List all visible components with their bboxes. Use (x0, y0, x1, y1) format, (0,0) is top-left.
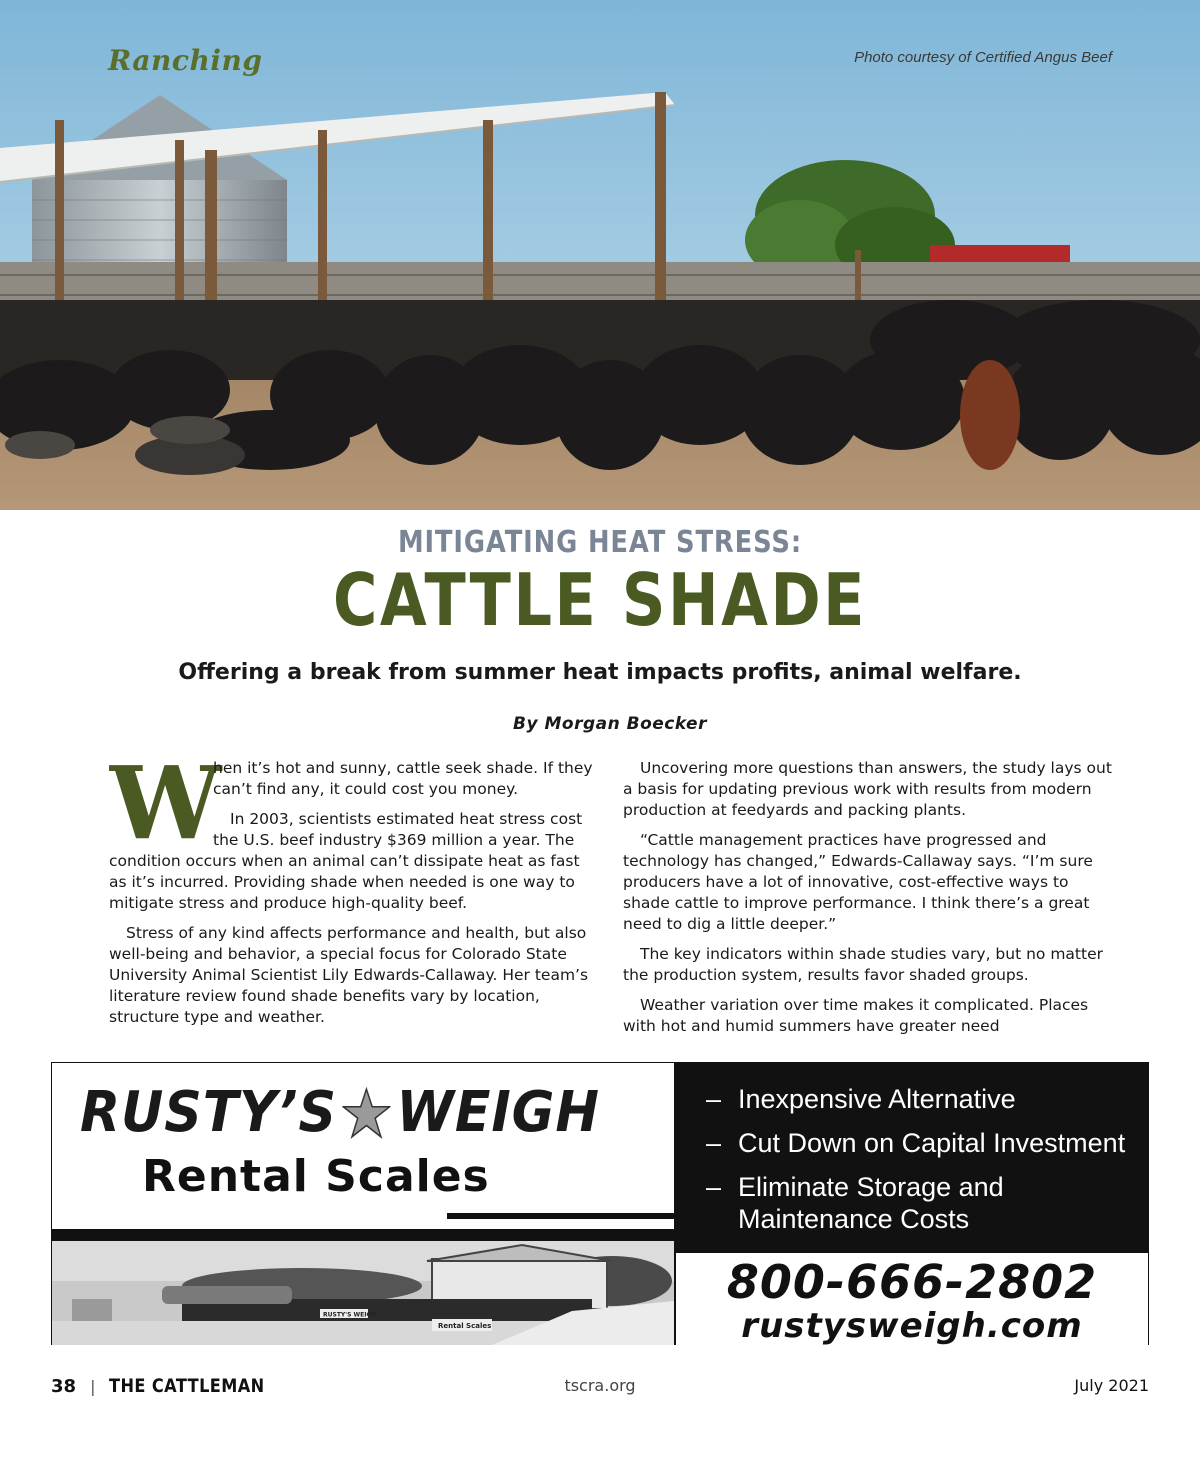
paragraph: The key indicators within shade studies vary, but no matter the production system, results favor shaded groups. (623, 945, 1103, 984)
scale-label: RUSTY'S WEIGH (323, 1311, 377, 1319)
paragraph: In 2003, scientists estimated heat stress cost the U.S. beef industry $369 million a year. The condition occurs when an animal can’t dissipate heat as fast as it’s incurred. Providing shade when needed is one way to mitigate stress and produce high-quality beef. (109, 810, 583, 912)
ad-scale-photo (52, 1241, 674, 1345)
ad-benefit-text: Cut Down on Capital Investment (738, 1128, 1126, 1158)
truck-scale-photo-illustration (52, 1241, 674, 1345)
ad-benefit-text: Inexpensive Alternative (738, 1084, 1016, 1114)
article-title: CATTLE SHADE (332, 558, 868, 642)
ad-logo-panel (52, 1063, 674, 1229)
star-icon (343, 1087, 391, 1139)
ad-phone-number[interactable]: 800-666-2802 (726, 1255, 1098, 1309)
article-left-column (109, 758, 601, 1034)
page-number: 38 (51, 1375, 77, 1397)
ad-contact-panel (676, 1253, 1148, 1345)
paragraph: Uncovering more questions than answers, the study lays out a basis for updating previous work with results from modern production at feedyards and packing plants. (623, 759, 1112, 819)
rustys-weigh-ad[interactable] (51, 1062, 1149, 1345)
scale-label-2: Rental Scales (438, 1322, 492, 1330)
paragraph: “Cattle management practices have progressed and technology has changed,” Edwards-Callaway says. “I’m sure producers have a lot of innovative, cost-effective ways to shade cattle to improve performance. I think there’s a great need to dig a little deeper.” (623, 831, 1093, 933)
footer-separator: | (90, 1376, 96, 1396)
article-byline: By Morgan Boecker (513, 714, 707, 734)
ad-benefit-item (702, 1083, 1142, 1115)
paragraph: hen it’s hot and sunny, cattle seek shade. If they can’t find any, it could cost you money. (213, 759, 593, 798)
footer-issue-date: July 2021 (1074, 1376, 1149, 1395)
article-dek: Offering a break from summer heat impacts profits, animal welfare. (178, 660, 1022, 685)
ad-brand-logo (80, 1080, 610, 1145)
hero-photo (0, 0, 1200, 510)
drop-cap: W (109, 758, 222, 862)
paragraph: Stress of any kind affects performance and health, but also well-being and behavior, a special focus for Colorado State University Animal Scientist Lily Edwards-Callaway. Her team’s literature review found shade benefits vary by location, structure type and weather. (109, 924, 589, 1026)
ad-brand-part2: WEIGH (396, 1080, 600, 1145)
ad-website-link[interactable]: rustysweigh.com (741, 1306, 1083, 1346)
ad-brand-part1: RUSTY’S (80, 1080, 337, 1145)
ad-divider (447, 1213, 674, 1219)
dash-icon: – (706, 1172, 722, 1202)
section-tag: Ranching (108, 44, 263, 77)
magazine-name: THE CATTLEMAN (109, 1375, 266, 1397)
footer-site[interactable]: tscra.org (564, 1376, 636, 1395)
paragraph: Weather variation over time makes it complicated. Places with hot and humid summers have greater need (623, 996, 1089, 1034)
ad-benefit-text: Eliminate Storage and Maintenance Costs (738, 1172, 1004, 1234)
ad-benefit-item (702, 1127, 1142, 1159)
ad-benefit-item (702, 1171, 1142, 1235)
ad-benefits-list (702, 1083, 1142, 1247)
dash-icon: – (706, 1128, 722, 1158)
photo-credit: Photo courtesy of Certified Angus Beef (854, 49, 1112, 66)
dash-icon: – (706, 1084, 722, 1114)
article-kicker: MITIGATING HEAT STRESS: (397, 525, 803, 560)
article-right-column (623, 758, 1113, 1034)
ad-subtitle: Rental Scales (142, 1151, 490, 1202)
